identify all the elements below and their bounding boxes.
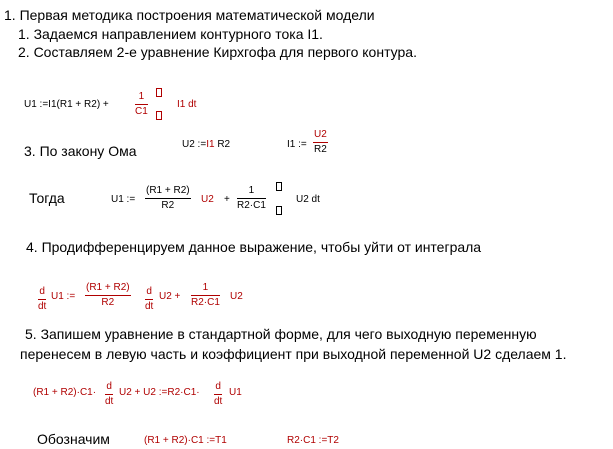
- eq4-u2b: U2: [230, 291, 243, 302]
- eq4-fraction2-bar: [191, 295, 220, 296]
- eq4-fraction2-den: R2·C1: [191, 297, 220, 308]
- eq4-u2: U2 +: [159, 291, 181, 302]
- eq1-fraction: [135, 91, 148, 118]
- eq3-plus: +: [224, 194, 230, 205]
- eq5-derivative2: [214, 381, 222, 408]
- item-5-line2: перенесем в левую часть и коэффициент при выходной переменной U2 сделаем 1.: [20, 346, 567, 362]
- eq5-derivative1-den: dt: [105, 396, 114, 407]
- togda-text: Тогда: [29, 190, 65, 206]
- eq5-end: U1: [229, 387, 242, 398]
- eq5-mid: U2 + U2 :=R2·C1·: [119, 387, 200, 398]
- eq4-fraction1-bar: [85, 295, 131, 296]
- eq2-i1-bar: [313, 142, 328, 143]
- eq1-fraction-num: 1: [138, 91, 145, 102]
- eq3-placeholder-top: [276, 182, 282, 191]
- item-1-heading: 1. Первая методика построения математической модели: [4, 7, 375, 23]
- eq4-fraction1-num: (R1 + R2): [86, 282, 130, 293]
- eq2-u2-r2: R2: [217, 139, 231, 150]
- eq4-derivative2: [145, 286, 153, 313]
- eq4-u1: U1 :=: [51, 291, 76, 302]
- eq5-derivative1-num: d: [106, 381, 112, 392]
- eq3-tail: U2 dt: [296, 194, 320, 205]
- eq4-fraction2-num: 1: [202, 282, 209, 293]
- item-3-text: 3. По закону Ома: [24, 143, 137, 159]
- eq4-derivative-num: d: [39, 286, 45, 297]
- eq5-derivative1: [105, 381, 113, 408]
- eq4-derivative2-den: dt: [145, 301, 154, 312]
- eq3-fraction2: [237, 185, 266, 212]
- eq1-placeholder-top: [156, 88, 162, 97]
- eq2-i1-den: R2: [314, 144, 327, 155]
- eq5-derivative2-bar: [214, 394, 222, 395]
- eq4-derivative-den: dt: [38, 301, 47, 312]
- eq4-derivative: [38, 286, 46, 313]
- eq4-fraction1: [85, 282, 131, 309]
- eq3-fraction1-num: (R1 + R2): [146, 185, 190, 196]
- item-4-text: 4. Продифференцируем данное выражение, чтобы уйти от интеграла: [26, 239, 482, 255]
- item-1-1-text: 1. Задаемся направлением контурного тока I1.: [18, 26, 323, 42]
- eq3-fraction1: [145, 185, 191, 212]
- eq4-derivative2-num: d: [146, 286, 152, 297]
- eq4-fraction1-den: R2: [101, 297, 115, 308]
- eq1-tail: I1 dt: [177, 99, 197, 110]
- oboznachim-text: Обозначим: [37, 431, 110, 447]
- eq4-fraction2: [191, 282, 220, 309]
- eq1-lhs: U1 :=I1(R1 + R2) +: [24, 99, 109, 110]
- eq3-u2: U2: [201, 194, 214, 205]
- eq2-i1-fraction: [313, 129, 328, 156]
- eq1-placeholder-bottom: [156, 111, 162, 120]
- eq4-derivative2-bar: [145, 299, 153, 300]
- eq2-i1-num: U2: [314, 129, 327, 140]
- item-5-line1: 5. Запишем уравнение в стандартной форме, для чего выходную переменную: [25, 326, 537, 342]
- eq2-u2-i1: I1: [206, 139, 215, 150]
- eq5-lead: (R1 + R2)·C1·: [33, 387, 97, 398]
- eq2-u2-lhs: [182, 139, 230, 151]
- eq6-t1: (R1 + R2)·C1 :=T1: [144, 435, 227, 446]
- eq3-fraction2-den: R2·C1: [237, 200, 266, 211]
- eq3-fraction1-bar: [145, 198, 191, 199]
- eq3-lhs: U1 :=: [111, 194, 136, 205]
- eq3-fraction2-bar: [237, 198, 266, 199]
- item-1-2-text: 2. Составляем 2-е уравнение Кирхгофа для первого контура.: [18, 44, 417, 60]
- eq2-u2-lhs-text: U2 :=: [182, 139, 207, 150]
- eq3-fraction1-den: R2: [161, 200, 175, 211]
- eq5-derivative2-num: d: [215, 381, 221, 392]
- eq1-fraction-bar: [135, 104, 148, 105]
- eq1-fraction-den: C1: [135, 106, 148, 117]
- eq3-fraction2-num: 1: [248, 185, 255, 196]
- eq6-t2: R2·C1 :=T2: [287, 435, 339, 446]
- eq3-placeholder-bottom: [276, 206, 282, 215]
- eq4-derivative-bar: [38, 299, 46, 300]
- eq5-derivative1-bar: [105, 394, 113, 395]
- eq2-i1-lhs: I1 :=: [287, 139, 307, 150]
- eq5-derivative2-den: dt: [214, 396, 223, 407]
